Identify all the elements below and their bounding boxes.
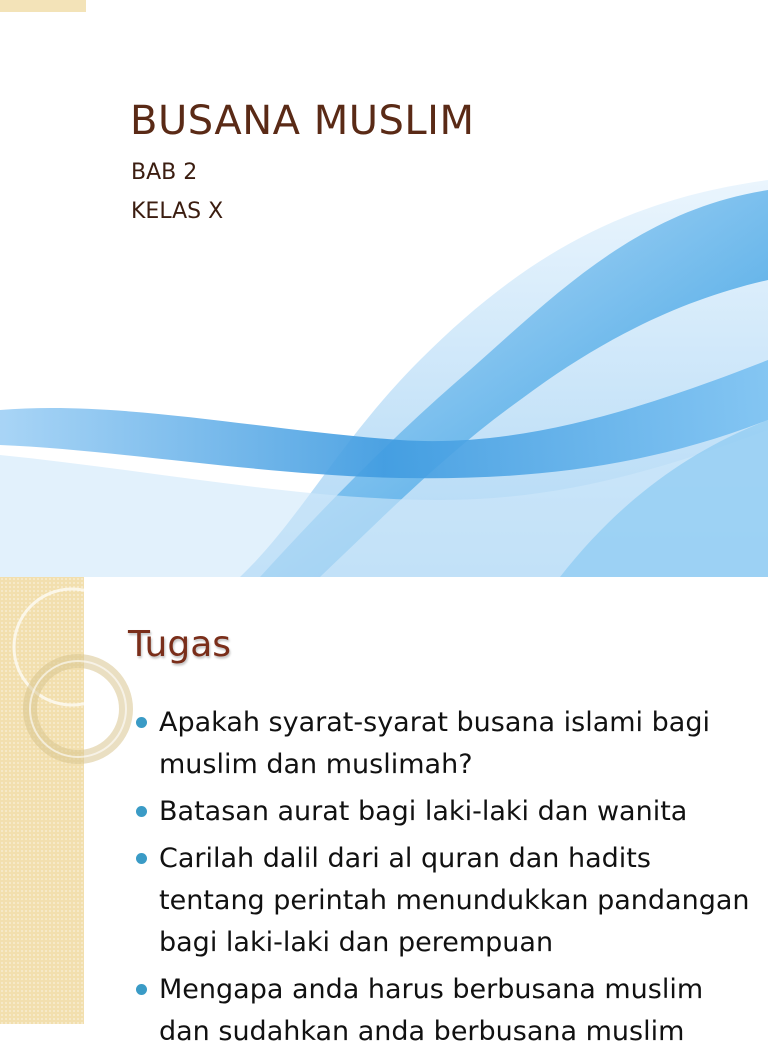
bullet-icon (136, 717, 147, 728)
list-item (132, 838, 752, 964)
bullet-icon (136, 984, 147, 995)
slide-title: BUSANA MUSLIM (130, 98, 475, 144)
decorative-sidebar (0, 577, 84, 1024)
list-item (132, 791, 752, 833)
task-list (132, 702, 752, 1058)
list-item-text: Batasan aurat bagi laki-laki dan wanita (159, 796, 688, 827)
corner-decoration (0, 0, 86, 12)
list-item-text: Apakah syarat-syarat busana islami bagi muslim dan muslimah? (159, 707, 710, 780)
list-item-text: Carilah dalil dari al quran dan hadits tentang perintah menundukkan pandangan bagi laki-laki dan perempuan (159, 843, 750, 958)
tasks-slide (0, 577, 768, 1047)
list-item-text: Mengapa anda harus berbusana muslim dan sudahkan anda berbusana muslim (159, 974, 704, 1047)
rings-ornament (0, 577, 84, 1024)
slide-title: Tugas (128, 624, 232, 665)
subtitle-class: KELAS X (131, 199, 224, 224)
list-item (132, 702, 752, 786)
bullet-icon (136, 853, 147, 864)
bullet-icon (136, 806, 147, 817)
subtitle-chapter: BAB 2 (131, 160, 198, 185)
list-item (132, 969, 752, 1053)
